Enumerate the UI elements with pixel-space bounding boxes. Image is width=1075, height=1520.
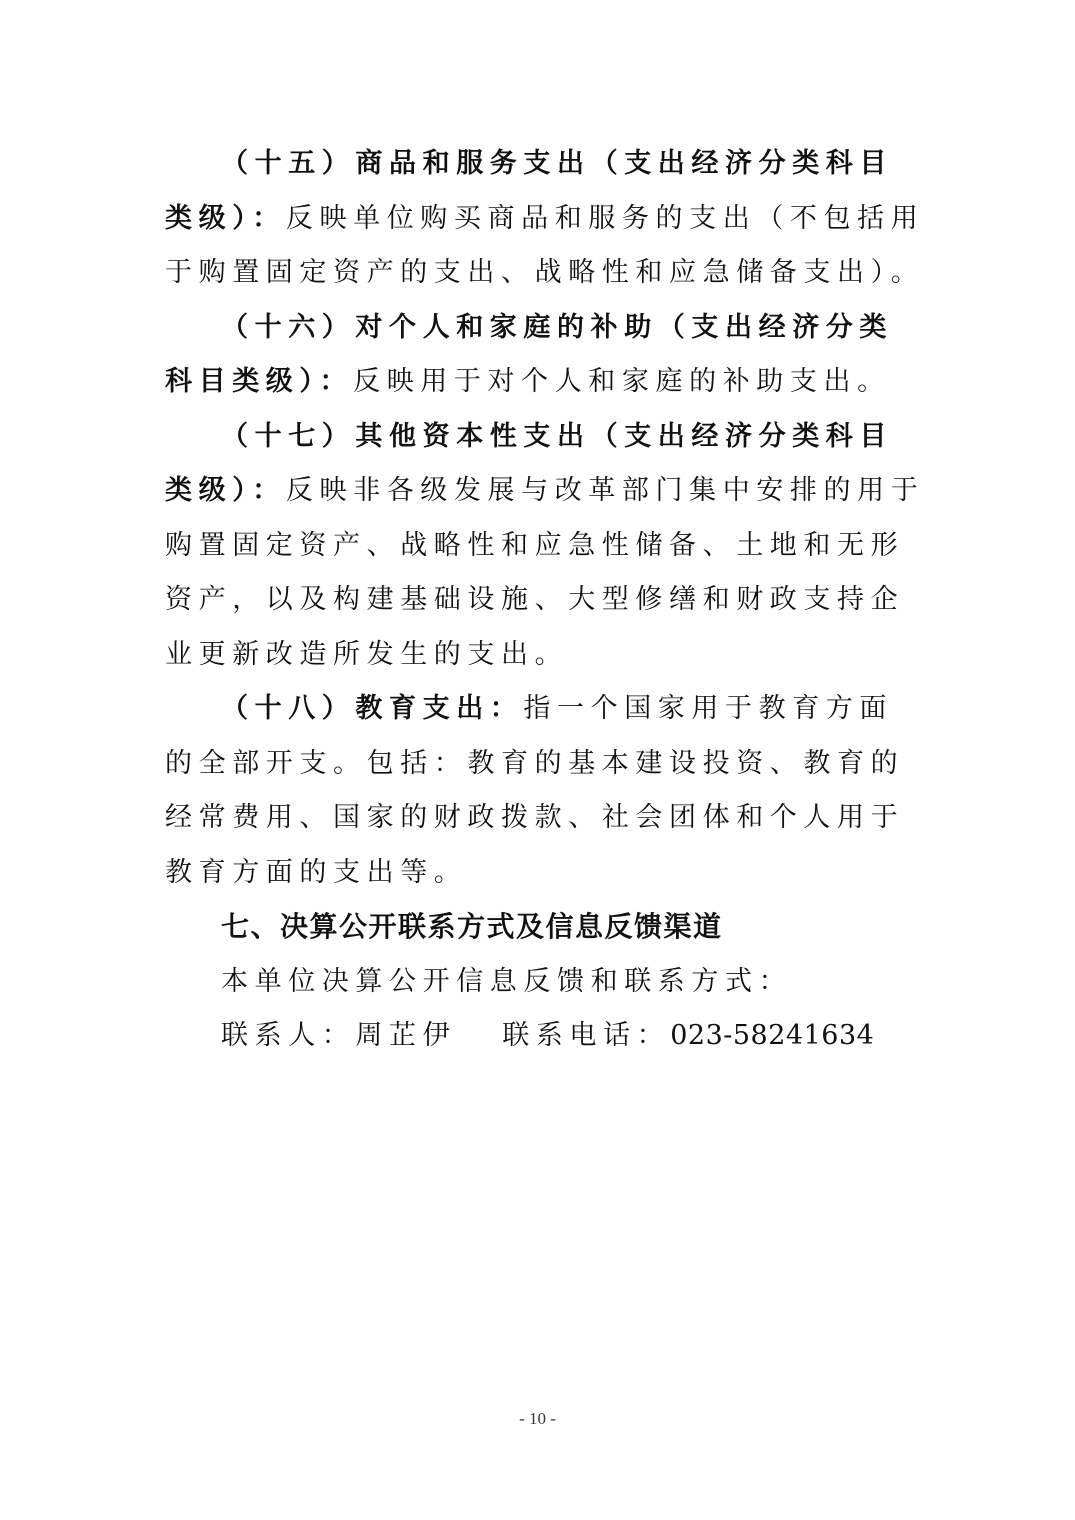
paragraph-lead: （十八）教育支出：	[221, 693, 524, 724]
paragraph-body: 反映非各级发展与改革部门集中安排的用于购置固定资产、战略性和应急性储备、土地和无形资产，以及构建基础设施、大型修缮和财政支持企业更新改造所发生的支出。	[165, 475, 925, 670]
contact-phone-label: 联系电话：	[502, 1020, 671, 1051]
paragraph-item-15	[165, 137, 925, 301]
paragraph-body: 反映用于对个人和家庭的补助支出。	[353, 366, 891, 397]
contact-intro: 本单位决算公开信息反馈和联系方式：	[221, 965, 793, 997]
contact-phone-number: 023-58241634	[670, 1020, 875, 1051]
paragraph-lead: （十五）商品和服务支出（支出经济分类科目类级）：	[165, 148, 893, 234]
paragraph-item-16	[165, 301, 925, 410]
document-body	[165, 137, 925, 1064]
paragraph-lead: （十六）对个人和家庭的补助（支出经济分类科目类级）：	[165, 311, 893, 397]
paragraph-body: 指一个国家用于教育方面的全部开支。包括：教育的基本建设投资、教育的经常费用、国家的财政拨款、社会团体和个人用于教育方面的支出等。	[165, 693, 905, 888]
paragraph-item-18	[165, 682, 925, 900]
page-number: - 10 -	[519, 1409, 556, 1428]
section-heading: 七、决算公开联系方式及信息反馈渠道	[221, 910, 723, 943]
paragraph-body: 反映单位购买商品和服务的支出（不包括用于购置固定资产的支出、战略性和应急储备支出）。	[165, 202, 925, 288]
contact-line	[165, 1009, 925, 1064]
contact-person-label: 联系人：	[221, 1020, 356, 1051]
paragraph-lead: （十七）其他资本性支出（支出经济分类科目类级）：	[165, 420, 893, 506]
contact-person-name: 周芷伊	[355, 1020, 457, 1051]
paragraph-item-17	[165, 410, 925, 683]
